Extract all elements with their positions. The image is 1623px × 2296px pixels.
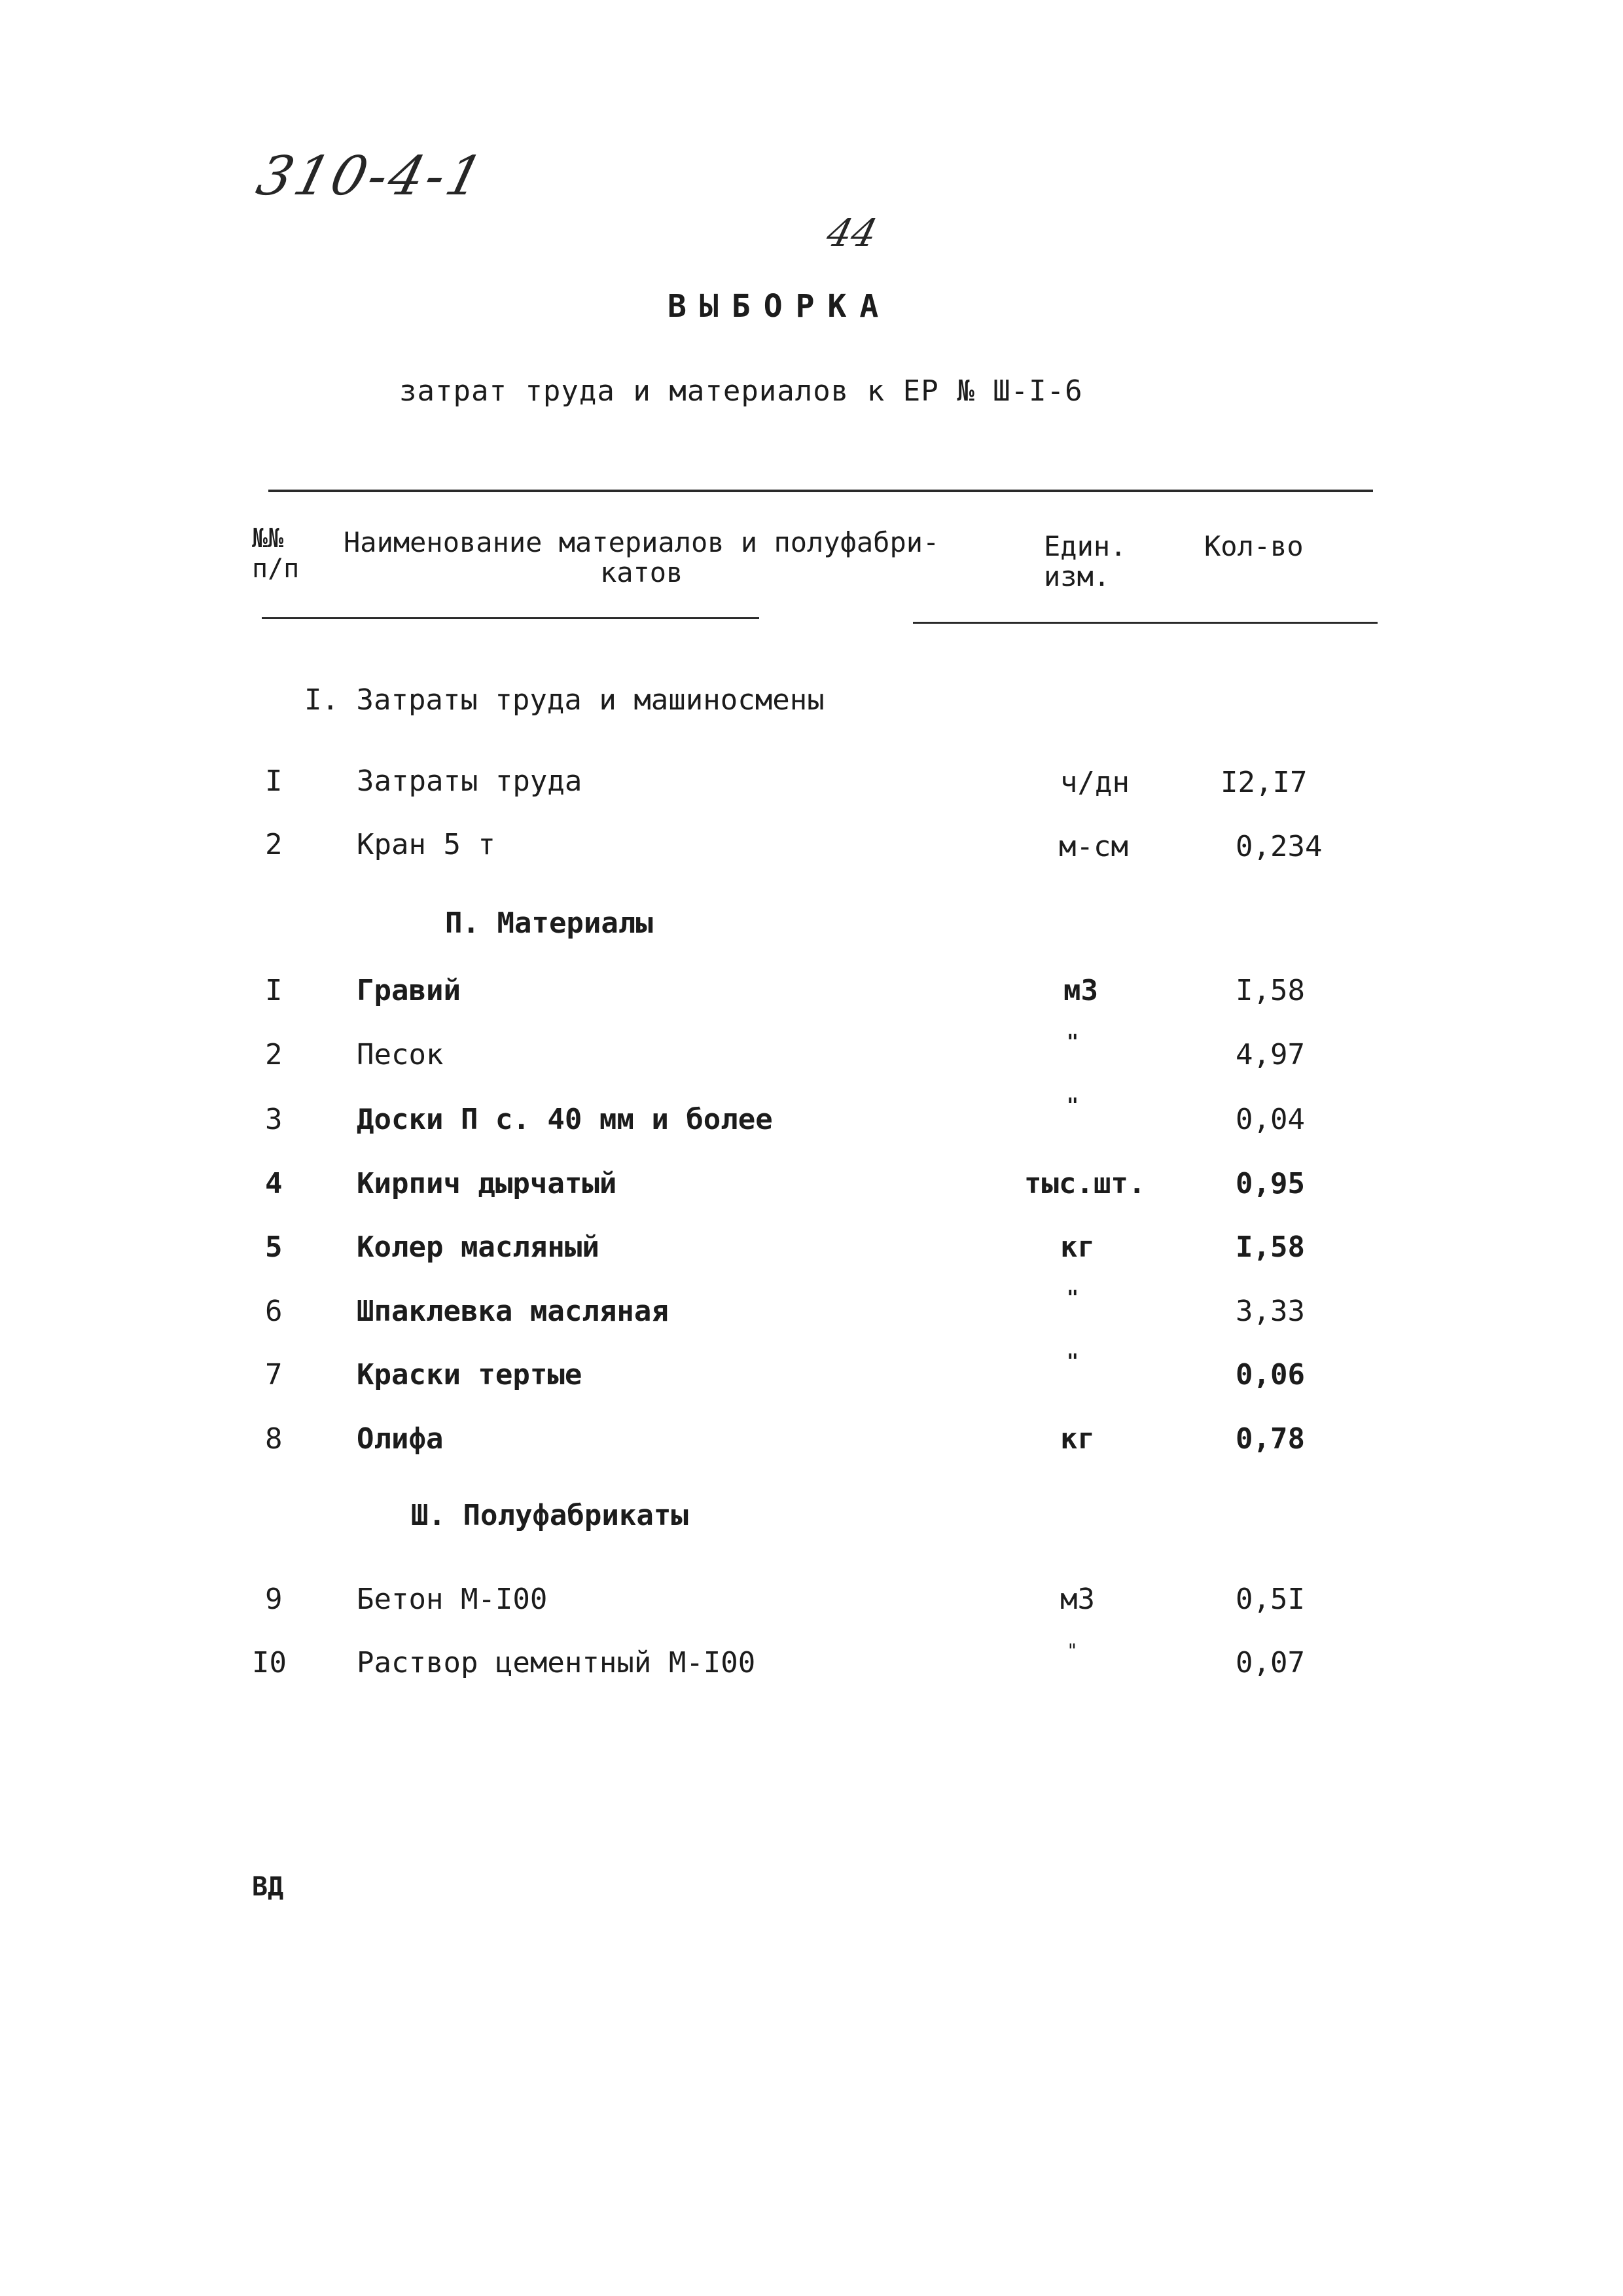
row-name: Колер масляный: [357, 1230, 599, 1264]
row-quantity: 0,07: [1236, 1646, 1305, 1679]
row-unit: ч/дн: [1060, 766, 1130, 799]
row-number: 3: [265, 1103, 283, 1136]
row-name: Кирпич дырчатый: [357, 1167, 617, 1200]
row-number: I0: [252, 1646, 287, 1679]
row-number: 2: [265, 828, 283, 861]
document-subtitle: затрат труда и материалов к ЕР № Ш-I-6: [399, 374, 1083, 408]
document-title: ВЫБОРКА: [668, 288, 892, 325]
document-number: 310-4-1: [251, 145, 492, 207]
header-bottom-rule-right: [913, 622, 1378, 624]
row-name: Бетон М-I00: [357, 1583, 548, 1616]
header-number: №№ п/п: [252, 524, 300, 584]
row-unit: ": [1067, 1287, 1079, 1310]
row-name: Песок: [357, 1038, 444, 1071]
page-number: 44: [822, 211, 882, 255]
row-number: 5: [265, 1230, 283, 1264]
row-unit: м-см: [1059, 830, 1128, 863]
section-title: П. Материалы: [445, 906, 653, 940]
row-name: Раствор цементный М-I00: [357, 1646, 756, 1679]
row-number: I: [265, 974, 283, 1007]
row-number: 6: [265, 1295, 283, 1328]
header-name: Наименование материалов и полуфабри- катов: [344, 526, 940, 588]
header-top-rule: [268, 490, 1373, 492]
row-name: Кран 5 т: [357, 828, 495, 861]
footer-mark: ВД: [252, 1872, 284, 1902]
row-unit: кг: [1060, 1422, 1095, 1456]
row-unit: ": [1067, 1094, 1079, 1117]
row-quantity: 0,78: [1236, 1422, 1305, 1456]
row-quantity: I2,I7: [1221, 766, 1308, 799]
row-number: 2: [265, 1038, 283, 1071]
row-quantity: 0,04: [1236, 1103, 1305, 1136]
row-name: Шпаклевка масляная: [357, 1295, 669, 1328]
row-quantity: 4,97: [1236, 1038, 1305, 1071]
section-title: I. Затраты труда и машиносмены: [304, 683, 825, 717]
section-title: Ш. Полуфабрикаты: [411, 1499, 688, 1532]
row-quantity: 0,95: [1236, 1167, 1305, 1200]
row-quantity: I,58: [1236, 1230, 1305, 1264]
row-name: Затраты труда: [357, 764, 582, 798]
header-quantity: Кол-во: [1204, 530, 1304, 562]
row-number: 4: [265, 1167, 283, 1200]
row-quantity: 0,06: [1236, 1358, 1305, 1391]
row-unit: ": [1067, 1640, 1078, 1661]
row-name: Краски тертые: [357, 1358, 582, 1391]
row-quantity: 0,234: [1236, 830, 1323, 863]
row-unit: кг: [1060, 1230, 1095, 1264]
row-quantity: I,58: [1236, 974, 1305, 1007]
row-unit: м3: [1060, 1583, 1095, 1616]
row-number: I: [265, 764, 283, 798]
row-name: Олифа: [357, 1422, 444, 1456]
header-unit: Един. изм.: [1044, 530, 1127, 592]
row-name: Доски П с. 40 мм и более: [357, 1103, 773, 1136]
row-unit: ": [1067, 1031, 1079, 1054]
row-quantity: 0,5I: [1236, 1583, 1305, 1616]
row-number: 8: [265, 1422, 283, 1456]
row-unit: ": [1067, 1350, 1079, 1373]
row-quantity: 3,33: [1236, 1295, 1305, 1328]
row-number: 9: [265, 1583, 283, 1616]
row-unit: м3: [1063, 974, 1098, 1007]
row-unit: тыс.шт.: [1024, 1167, 1146, 1200]
row-name: Гравий: [357, 974, 461, 1007]
header-bottom-rule-left: [262, 617, 759, 619]
row-number: 7: [265, 1358, 283, 1391]
